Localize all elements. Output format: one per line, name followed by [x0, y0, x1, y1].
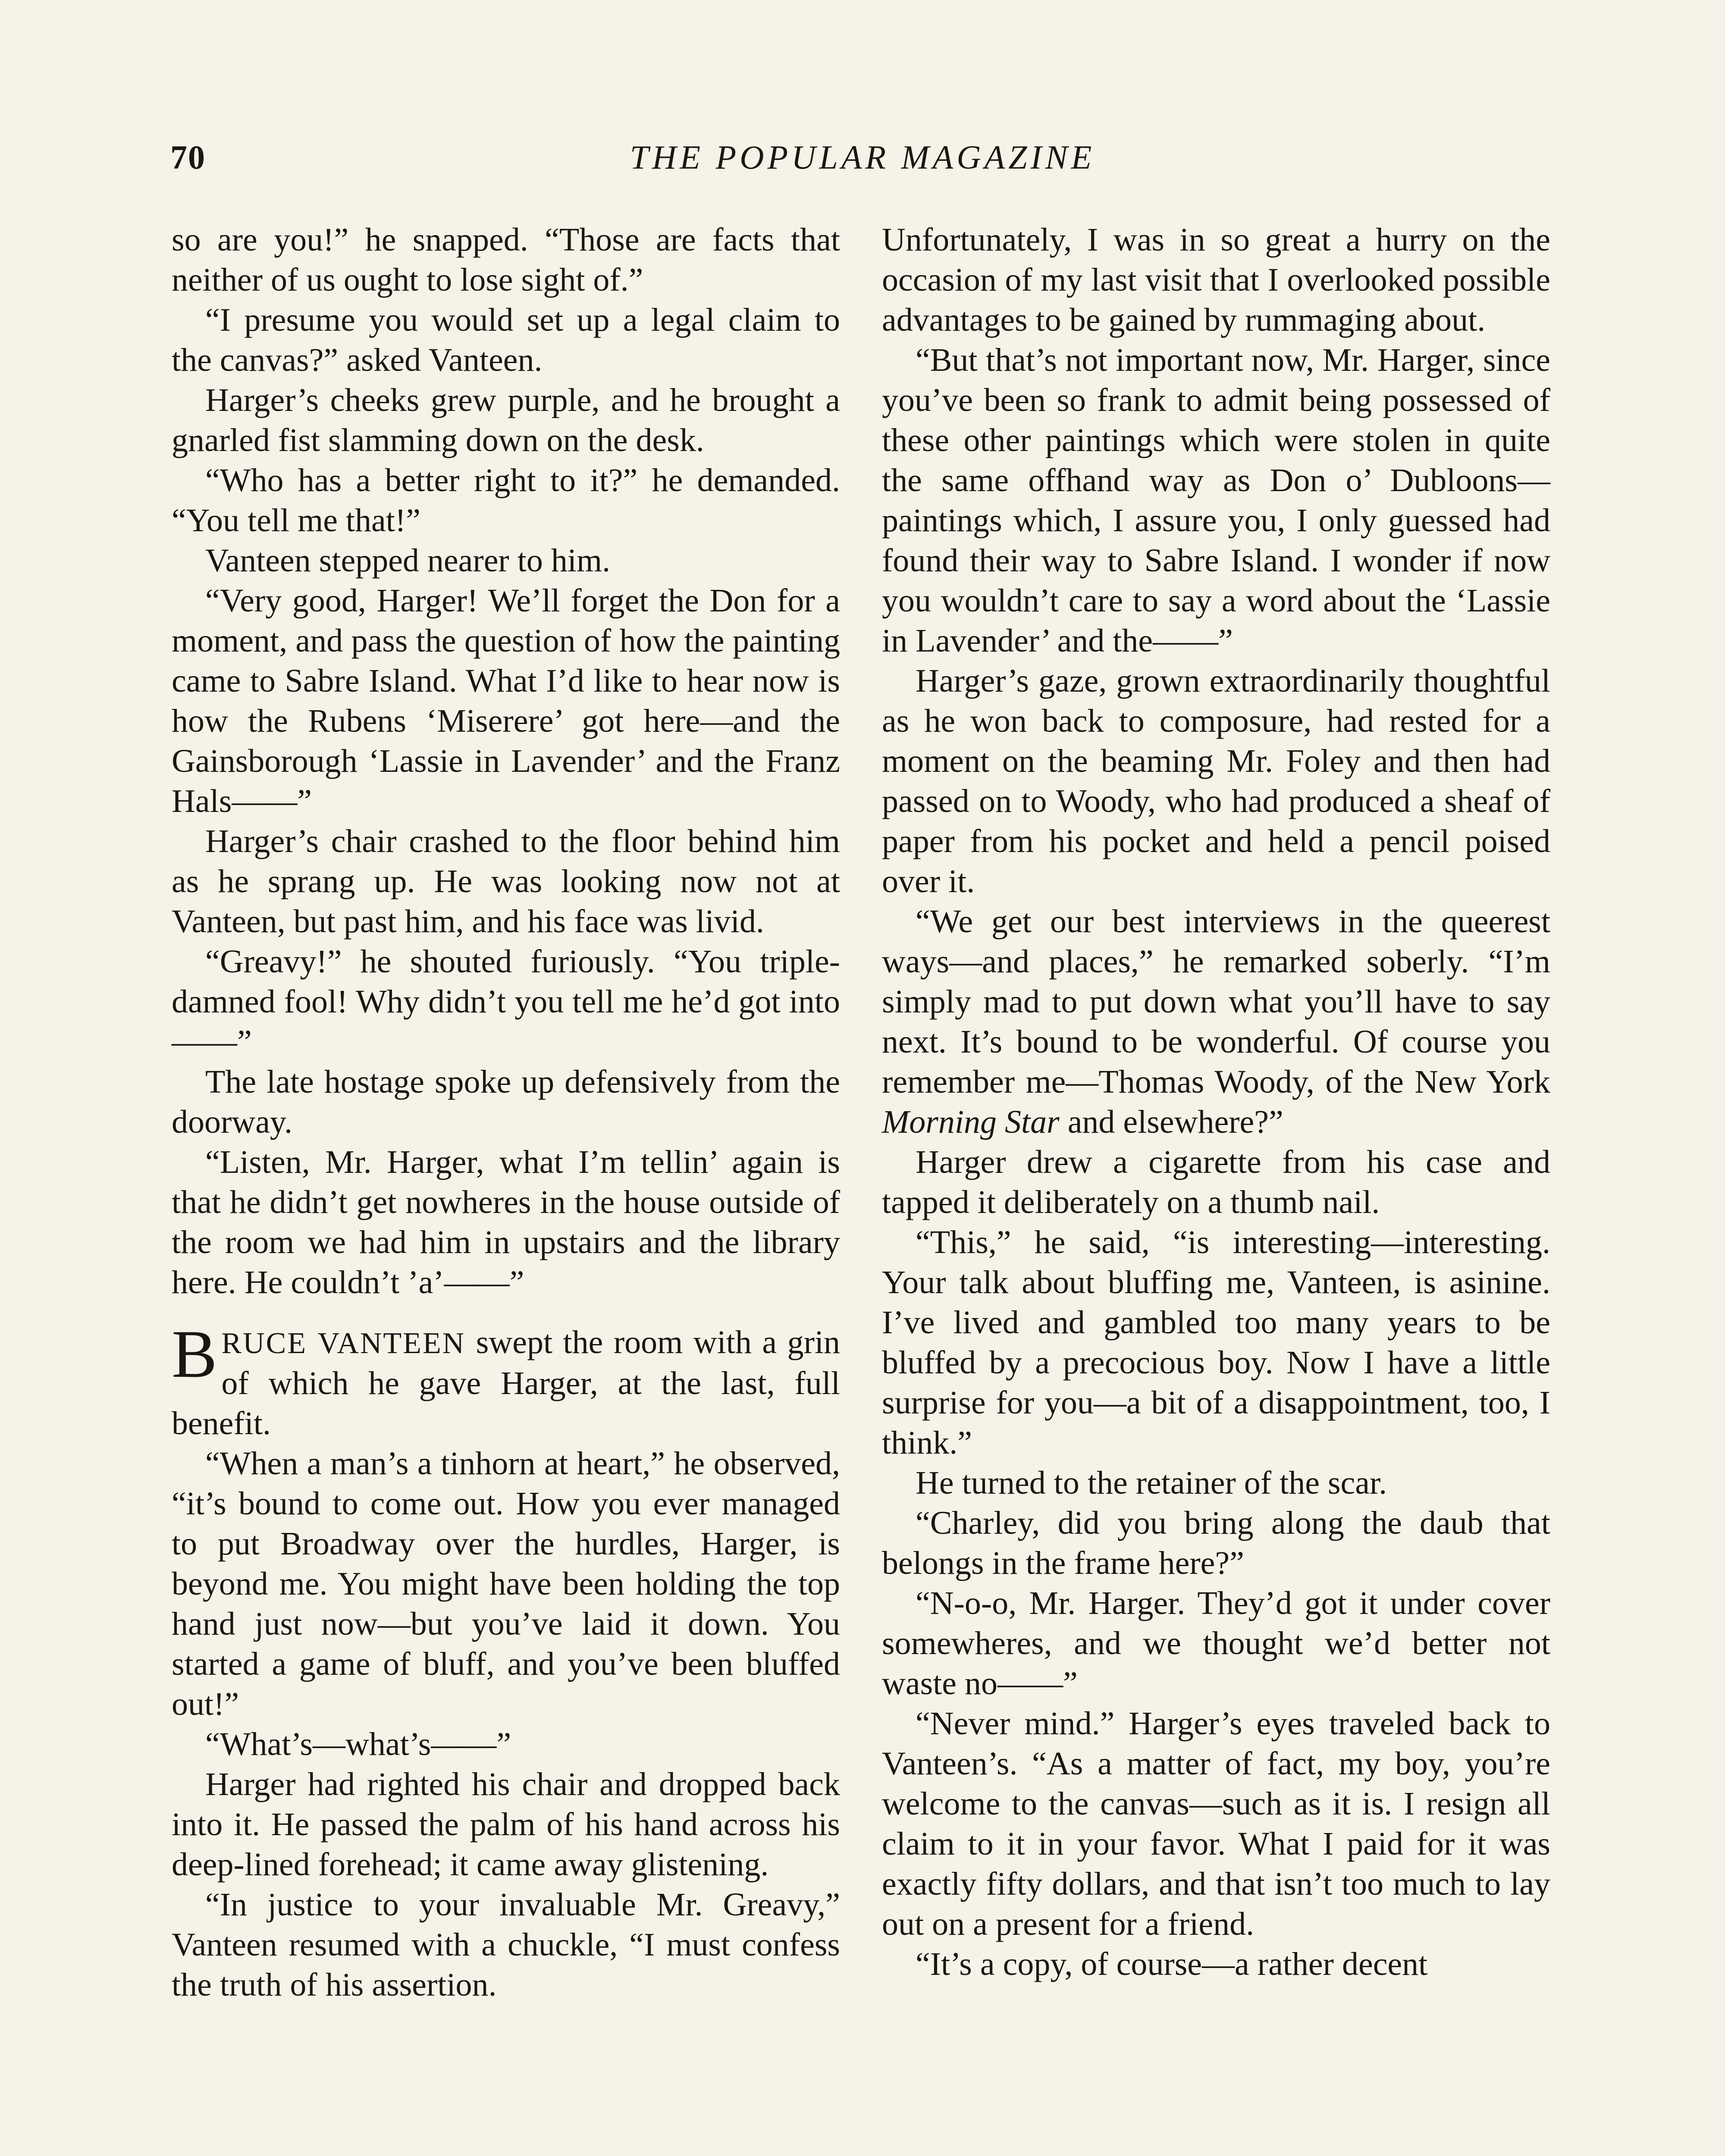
- paragraph: “Charley, did you bring along the daub that belongs in the frame here?”: [882, 1505, 1550, 1581]
- paragraph: “Greavy!” he shouted furiously. “You triple-damned fool! Why didn’t you tell me he’d got into——”: [172, 943, 840, 1060]
- paragraph: “N-o-o, Mr. Harger. They’d got it under cover somewheres, and we thought we’d better not waste no——”: [882, 1585, 1550, 1702]
- paragraph: Harger’s cheeks grew purple, and he brought a gnarled fist slamming down on the desk.: [172, 382, 840, 458]
- paragraph: “Never mind.” Harger’s eyes traveled back to Vanteen’s. “As a matter of fact, my boy, you’re welcome to the canvas—such as it is. I resign all claim to it in your favor. What I paid for it was exactly fifty dollars, and that isn’t too much to lay out on a present for a friend.: [882, 1705, 1550, 1942]
- paragraph: so are you!” he snapped. “Those are facts that neither of us ought to lose sight of.”: [172, 222, 840, 298]
- paragraph: “It’s a copy, of course—a rather decent: [916, 1946, 1428, 1982]
- paragraph: The late hostage spoke up defensively from the doorway.: [172, 1064, 840, 1140]
- paragraph: “In justice to your invaluable Mr. Greavy,” Vanteen resumed with a chuckle, “I must confess the truth of his assertion.: [172, 1887, 840, 2003]
- section-opening-text: swept the room with a grin of which he gave Harger, at the last, full benefit.: [172, 1324, 840, 1442]
- paragraph-text: and elsewhere?”: [1059, 1104, 1283, 1140]
- paragraph-text: “We get our best interviews in the queerest ways—and places,” he remarked soberly. “I’m simply mad to put down what you’ll have to say next. It’s bound to be wonderful. Of course you remember me—Thomas Woody, of the New York: [882, 903, 1550, 1100]
- right-column: [882, 220, 1550, 1984]
- paragraph: “What’s—what’s——”: [205, 1726, 511, 1762]
- small-caps-lead: RUCE VANTEEN: [221, 1327, 466, 1360]
- page-number: 70: [170, 138, 206, 176]
- paragraph: Harger had righted his chair and dropped back into it. He passed the palm of his hand across his deep-lined forehead; it came away glistening.: [172, 1766, 840, 1883]
- section-opening-paragraph: [172, 1316, 840, 1444]
- paragraph: [882, 902, 1550, 1142]
- drop-cap: B: [172, 1316, 217, 1392]
- paragraph: “I presume you would set up a legal claim to the canvas?” asked Vanteen.: [172, 302, 840, 378]
- paragraph: Harger’s chair crashed to the floor behind him as he sprang up. He was looking now not at Vanteen, but past him, and his face was livid.: [172, 823, 840, 940]
- paragraph: Harger drew a cigarette from his case and tapped it deliberately on a thumb nail.: [882, 1144, 1550, 1220]
- left-column: [172, 220, 840, 2005]
- paragraph: “Listen, Mr. Harger, what I’m tellin’ again is that he didn’t get nowheres in the house outside of the room we had him in upstairs and the library here. He couldn’t ’a’——”: [172, 1144, 840, 1300]
- paragraph: “This,” he said, “is interesting—interesting. Your talk about bluffing me, Vanteen, is asinine. I’ve lived and gambled too many years to be bluffed by a precocious boy. Now I have a little surprise for you—a bit of a disappointment, too, I think.”: [882, 1224, 1550, 1461]
- paragraph: “Very good, Harger! We’ll forget the Don for a moment, and pass the question of how the painting came to Sabre Island. What I’d like to hear now is how the Rubens ‘Miserere’ got here—and the Gainsborough ‘Lassie in Lavender’ and the Franz Hals——”: [172, 583, 840, 819]
- paragraph: Harger’s gaze, grown extraordinarily thoughtful as he won back to composure, had rested for a moment on the beaming Mr. Foley and then had passed on to Woody, who had produced a sheaf of paper from his pocket and held a pencil poised over it.: [882, 663, 1550, 899]
- paragraph: “But that’s not important now, Mr. Harger, since you’ve been so frank to admit being possessed of these other paintings which were stolen in quite the same offhand way as Don o’ Dubloons—paintings which, I assure you, I only guessed had found their way to Sabre Island. I wonder if now you wouldn’t care to say a word about the ‘Lassie in Lavender’ and the——”: [882, 342, 1550, 659]
- newspaper-title: Morning Star: [882, 1104, 1060, 1140]
- running-head: THE POPULAR MAGAZINE: [630, 138, 1095, 176]
- paragraph: Vanteen stepped nearer to him.: [205, 542, 611, 579]
- paragraph: “When a man’s a tinhorn at heart,” he observed, “it’s bound to come out. How you ever managed to put Broadway over the hurdles, Harger, is beyond me. You might have been holding the top hand just now—but you’ve laid it down. You started a game of bluff, and you’ve been bluffed out!”: [172, 1445, 840, 1722]
- paragraph: He turned to the retainer of the scar.: [916, 1465, 1387, 1501]
- page-header: [170, 138, 1555, 190]
- paragraph: “Who has a better right to it?” he demanded. “You tell me that!”: [172, 462, 840, 539]
- paragraph: Unfortunately, I was in so great a hurry on the occasion of my last visit that I overlooked possible advantages to be gained by rummaging about.: [882, 222, 1550, 338]
